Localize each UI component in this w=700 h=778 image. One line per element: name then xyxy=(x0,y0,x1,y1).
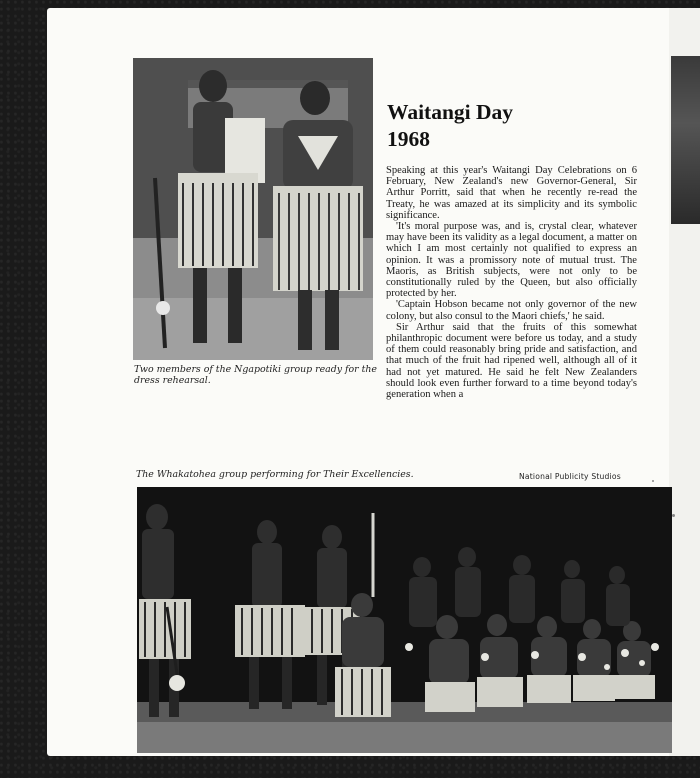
article-title xyxy=(387,99,513,153)
article-title-line1: Waitangi Day xyxy=(387,100,514,124)
next-page-photo-edge xyxy=(671,56,700,224)
whakatohea-photo xyxy=(137,487,672,753)
photo-credit: National Publicity Studios xyxy=(519,472,621,481)
whakatohea-photo-art xyxy=(137,487,672,753)
article-title-year: 1968 xyxy=(387,127,430,151)
article-body xyxy=(386,165,637,400)
article-paragraph-2: 'It's moral purpose was, and is, crystal clear, whatever may have been its validity as a legal document, a matter on which I am most certainly not qualified to express an opinion. It was a promissory note of mutual trust. The Maoris, as British subjects, were not only to be constitutionally ruled by the Queen, but also officially protected by her. xyxy=(386,221,637,300)
article-paragraph-1: Speaking at this year's Waitangi Day Celebrations on 6 February, New Zealand's new Governor-General, Sir Arthur Porritt, said that when he recently re-read the Treaty, he was amazed at its simplicity and its symbolic significance. xyxy=(386,165,637,221)
scan-speck xyxy=(672,514,675,517)
bottom-photo-caption: The Whakatohea group performing for Their Excellencies. xyxy=(136,469,414,480)
top-photo-caption: Two members of the Ngapotiki group ready for the dress rehearsal. xyxy=(134,364,377,386)
ngapotiki-photo xyxy=(133,58,373,360)
article-paragraph-3: 'Captain Hobson became not only governor of the new colony, but also consul to the Maori chiefs,' he said. xyxy=(386,299,637,322)
ngapotiki-photo-art xyxy=(133,58,373,360)
article-paragraph-4: Sir Arthur said that the fruits of this somewhat philanthropic document were before us today, and a study of them could reasonably bring pride and satisfaction, and that much of the fruit had ripened well, although all of it had not yet matured. He said he felt New Zealanders should look even further forward to a time beyond today's generation when a xyxy=(386,321,637,401)
scan-speck xyxy=(652,480,654,482)
